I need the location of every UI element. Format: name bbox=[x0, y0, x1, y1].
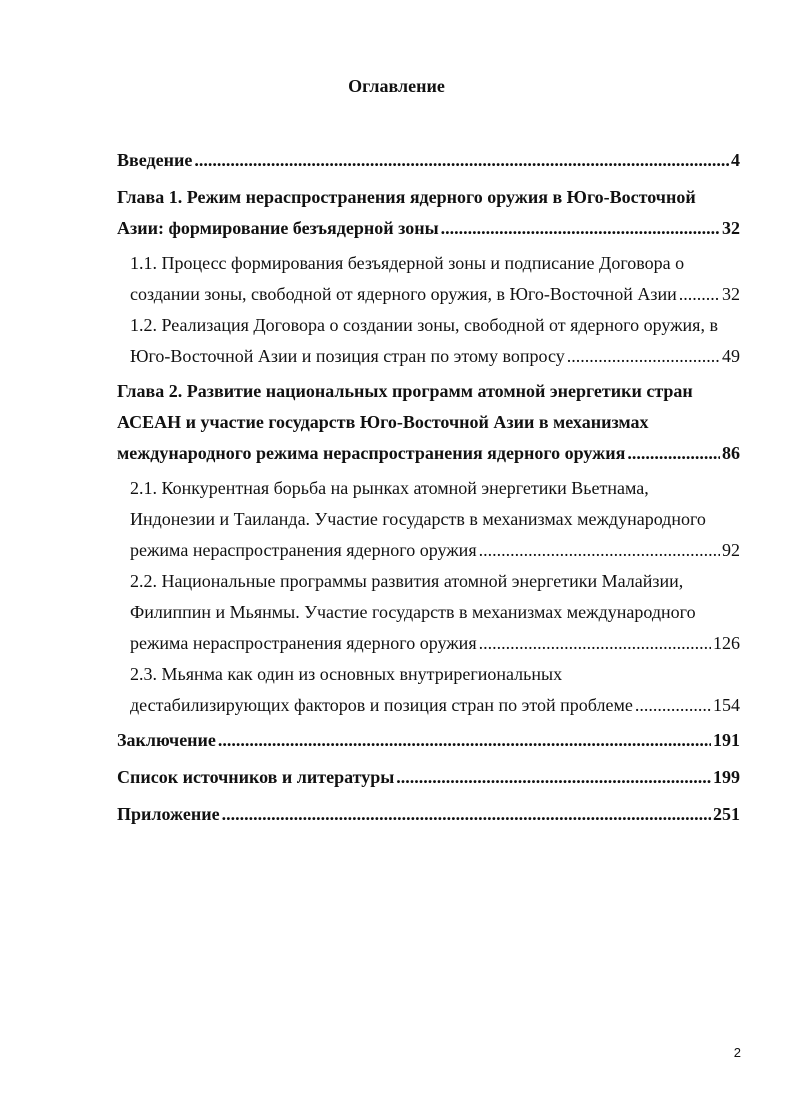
toc-line bbox=[130, 597, 740, 628]
toc-line bbox=[130, 473, 740, 504]
toc-line bbox=[130, 341, 740, 372]
toc-page-number: 126 bbox=[713, 633, 740, 653]
toc-line bbox=[130, 628, 740, 659]
toc-line bbox=[117, 799, 740, 830]
toc-entry-text: 2.3. Мьянма как один из основных внутрирегиональных bbox=[130, 664, 563, 684]
toc-entry-chapter-2[interactable] bbox=[117, 376, 740, 469]
toc-page-number: 199 bbox=[713, 767, 740, 787]
toc-page-number: 92 bbox=[722, 540, 740, 560]
toc-leader-dots bbox=[635, 690, 711, 721]
toc-leader-dots bbox=[222, 799, 711, 830]
toc-page-number: 49 bbox=[722, 346, 740, 366]
toc-line bbox=[130, 535, 740, 566]
toc-line bbox=[130, 690, 740, 721]
toc-line bbox=[117, 376, 740, 407]
toc-line bbox=[130, 566, 740, 597]
toc-line bbox=[117, 407, 740, 438]
toc-entry-text: режима нераспространения ядерного оружия bbox=[130, 633, 477, 653]
toc-line bbox=[130, 248, 740, 279]
toc-entry-text: Глава 2. Развитие национальных программ атомной энергетики стран bbox=[117, 381, 693, 401]
toc-line bbox=[130, 279, 740, 310]
toc-entry-text: Азии: формирование безъядерной зоны bbox=[117, 218, 439, 238]
toc-entry-text: Юго-Восточной Азии и позиция стран по этому вопросу bbox=[130, 346, 565, 366]
toc-entry-section-2-3[interactable] bbox=[117, 659, 740, 721]
toc-page-number: 251 bbox=[713, 804, 740, 824]
toc-page-number: 32 bbox=[722, 284, 740, 304]
toc-entry-section-1-2[interactable] bbox=[117, 310, 740, 372]
toc-page-number: 4 bbox=[731, 150, 740, 170]
toc-entry-text: международного режима нераспространения ядерного оружия bbox=[117, 443, 626, 463]
toc-page-number: 154 bbox=[713, 695, 740, 715]
toc-line bbox=[117, 762, 740, 793]
toc-page-number: 191 bbox=[713, 730, 740, 750]
toc-page-number: 86 bbox=[722, 443, 740, 463]
toc-entry-label: Заключение bbox=[117, 730, 216, 750]
toc-line bbox=[130, 504, 740, 535]
toc-line bbox=[130, 310, 740, 341]
toc-leader-dots bbox=[679, 279, 720, 310]
toc-line bbox=[117, 213, 740, 244]
toc-entry-appendix[interactable] bbox=[117, 799, 740, 830]
toc-entry-text: режима нераспространения ядерного оружия bbox=[130, 540, 477, 560]
toc-entry-text: Филиппин и Мьянмы. Участие государств в механизмах международного bbox=[130, 602, 696, 622]
toc-entry-text: 1.2. Реализация Договора о создании зоны, свободной от ядерного оружия, в bbox=[130, 315, 718, 335]
toc-entry-text: Индонезии и Таиланда. Участие государств в механизмах международного bbox=[130, 509, 706, 529]
toc-line bbox=[117, 725, 740, 756]
toc-entry-text: 1.1. Процесс формирования безъядерной зоны и подписание Договора о bbox=[130, 253, 685, 273]
toc-line bbox=[117, 438, 740, 469]
toc-leader-dots bbox=[479, 535, 720, 566]
toc-entry-introduction[interactable] bbox=[117, 145, 740, 176]
toc-leader-dots bbox=[479, 628, 711, 659]
toc-leader-dots bbox=[396, 762, 711, 793]
page-number: 2 bbox=[733, 1045, 741, 1060]
toc-entry-label: Приложение bbox=[117, 804, 220, 824]
toc-leader-dots bbox=[567, 341, 720, 372]
toc-entry-text: создании зоны, свободной от ядерного оружия, в Юго-Восточной Азии bbox=[130, 284, 677, 304]
page-title: Оглавление bbox=[348, 76, 445, 96]
toc-line bbox=[117, 182, 740, 213]
toc-page-number: 32 bbox=[722, 218, 740, 238]
toc-entry-text: АСЕАН и участие государств Юго-Восточной Азии в механизмах bbox=[117, 412, 649, 432]
toc-entry-chapter-1[interactable] bbox=[117, 182, 740, 244]
toc-entry-text: Глава 1. Режим нераспространения ядерного оружия в Юго-Восточной bbox=[117, 187, 696, 207]
toc-entry-text: дестабилизирующих факторов и позиция стран по этой проблеме bbox=[130, 695, 633, 715]
toc-line bbox=[130, 659, 740, 690]
toc-line bbox=[117, 145, 740, 176]
toc-leader-dots bbox=[218, 725, 711, 756]
toc-entry-label: Введение bbox=[117, 150, 193, 170]
toc-entry-conclusion[interactable] bbox=[117, 725, 740, 756]
toc-entry-sources[interactable] bbox=[117, 762, 740, 793]
toc-leader-dots bbox=[627, 438, 720, 469]
toc-leader-dots bbox=[194, 145, 729, 176]
toc-entry-section-2-1[interactable] bbox=[117, 473, 740, 566]
toc-entry-section-1-1[interactable] bbox=[117, 248, 740, 310]
toc-leader-dots bbox=[441, 213, 720, 244]
toc-entry-text: 2.2. Национальные программы развития атомной энергетики Малайзии, bbox=[130, 571, 684, 591]
toc-entry-section-2-2[interactable] bbox=[117, 566, 740, 659]
table-of-contents bbox=[117, 145, 740, 830]
toc-entry-label: Список источников и литературы bbox=[117, 767, 395, 787]
toc-entry-text: 2.1. Конкурентная борьба на рынках атомной энергетики Вьетнама, bbox=[130, 478, 649, 498]
